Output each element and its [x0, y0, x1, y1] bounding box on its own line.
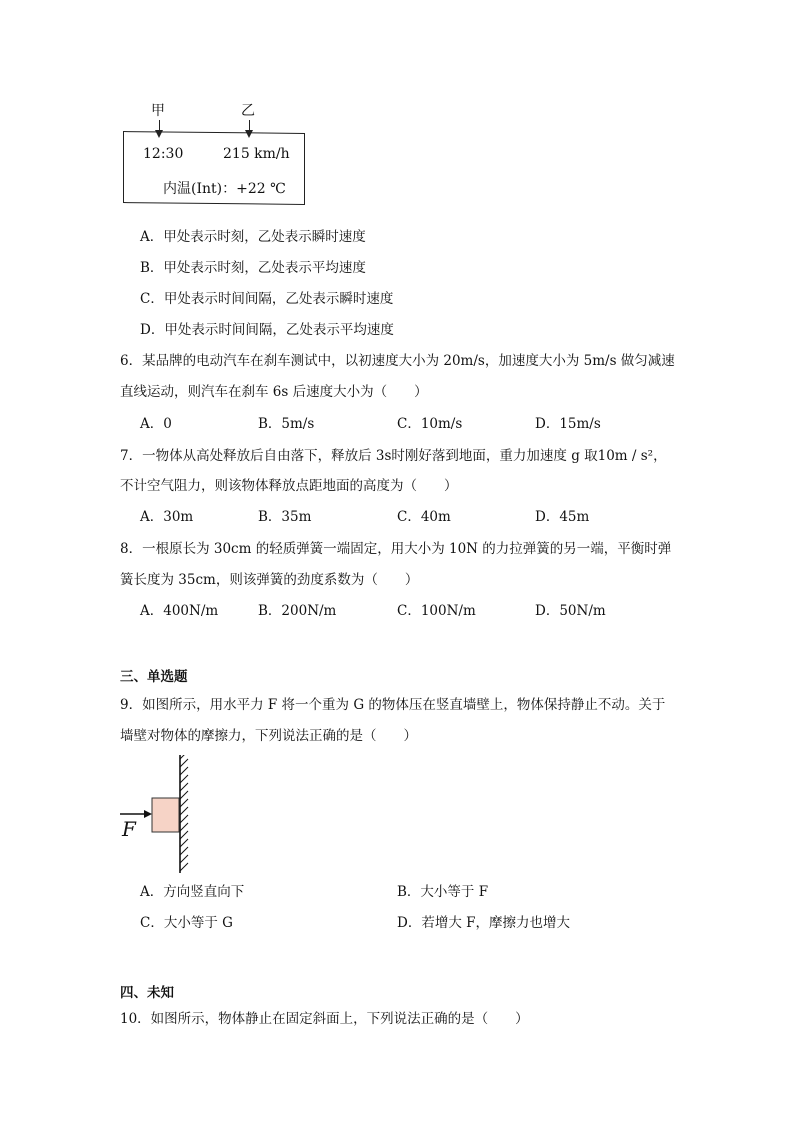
q7-option-d: D．45m: [535, 509, 590, 525]
q9-stem-line1: 9．如图所示，用水平力 F 将一个重为 G 的物体压在竖直墙壁上，物体保持静止不动。关于: [120, 697, 666, 713]
q6-option-d: D．15m/s: [535, 416, 601, 432]
section-3-heading: 三、单选题: [120, 669, 188, 685]
q10-stem-line1: 10．如图所示，物体静止在固定斜面上，下列说法正确的是（ ）: [120, 1011, 529, 1027]
wall-diagram: [118, 755, 208, 875]
label-jia: 甲: [151, 103, 165, 119]
q7-option-b: B．35m: [258, 509, 312, 525]
q8-stem-line1: 8．一根原长为 30cm 的轻质弹簧一端固定，用大小为 10N 的力拉弹簧的另一端，平衡时弹: [120, 541, 672, 557]
q9-option-d: D．若增大 F，摩擦力也增大: [397, 915, 570, 931]
q5-option-a: A．甲处表示时刻，乙处表示瞬时速度: [140, 229, 366, 245]
q7-stem-line2: 不计空气阻力，则该物体释放点距地面的高度为（ ）: [120, 478, 458, 494]
q9-option-b: B．大小等于 F: [397, 884, 489, 900]
wall-block: [152, 798, 179, 832]
q9-option-a: A．方向竖直向下: [140, 884, 245, 900]
q6-option-c: C．10m/s: [397, 416, 463, 432]
q7-stem-line1: 7．一物体从高处释放后自由落下，释放后 3s时刚好落到地面，重力加速度 g 取10m / s²，: [120, 448, 667, 464]
display-temperature: 内温(Int)：+22 ℃: [163, 181, 286, 197]
wall-force-figure: [118, 755, 208, 875]
speedometer-display-figure: [115, 100, 315, 210]
q6-option-b: B．5m/s: [258, 416, 315, 432]
force-label-f: F: [122, 817, 136, 841]
q8-option-b: B．200N/m: [258, 603, 337, 619]
q7-option-c: C．40m: [397, 509, 451, 525]
wall-hatching: [180, 755, 188, 871]
display-speed: 215 km/h: [223, 146, 290, 162]
q8-stem-line2: 簧长度为 35cm，则该弹簧的劲度系数为（ ）: [120, 572, 419, 588]
q6-stem-line1: 6．某品牌的电动汽车在刹车测试中，以初速度大小为 20m/s，加速度大小为 5m/s 做匀减速: [120, 353, 675, 369]
q7-option-a: A．30m: [140, 509, 194, 525]
q5-option-b: B．甲处表示时刻，乙处表示平均速度: [140, 260, 366, 276]
display-time: 12:30: [143, 146, 184, 162]
q6-option-a: A．0: [140, 416, 172, 432]
q8-option-c: C．100N/m: [397, 603, 476, 619]
q8-option-a: A．400N/m: [140, 603, 219, 619]
q9-stem-line2: 墙壁对物体的摩擦力，下列说法正确的是（ ）: [120, 728, 417, 744]
q6-stem-line2: 直线运动，则汽车在刹车 6s 后速度大小为（ ）: [120, 384, 428, 400]
q8-option-d: D．50N/m: [535, 603, 606, 619]
section-4-heading: 四、未知: [120, 985, 174, 1001]
force-arrow-head: [144, 810, 152, 818]
q9-option-c: C．大小等于 G: [140, 915, 233, 931]
q5-option-d: D．甲处表示时间间隔，乙处表示平均速度: [140, 322, 394, 338]
label-yi: 乙: [241, 103, 255, 119]
q5-option-c: C．甲处表示时间间隔，乙处表示瞬时速度: [140, 291, 394, 307]
